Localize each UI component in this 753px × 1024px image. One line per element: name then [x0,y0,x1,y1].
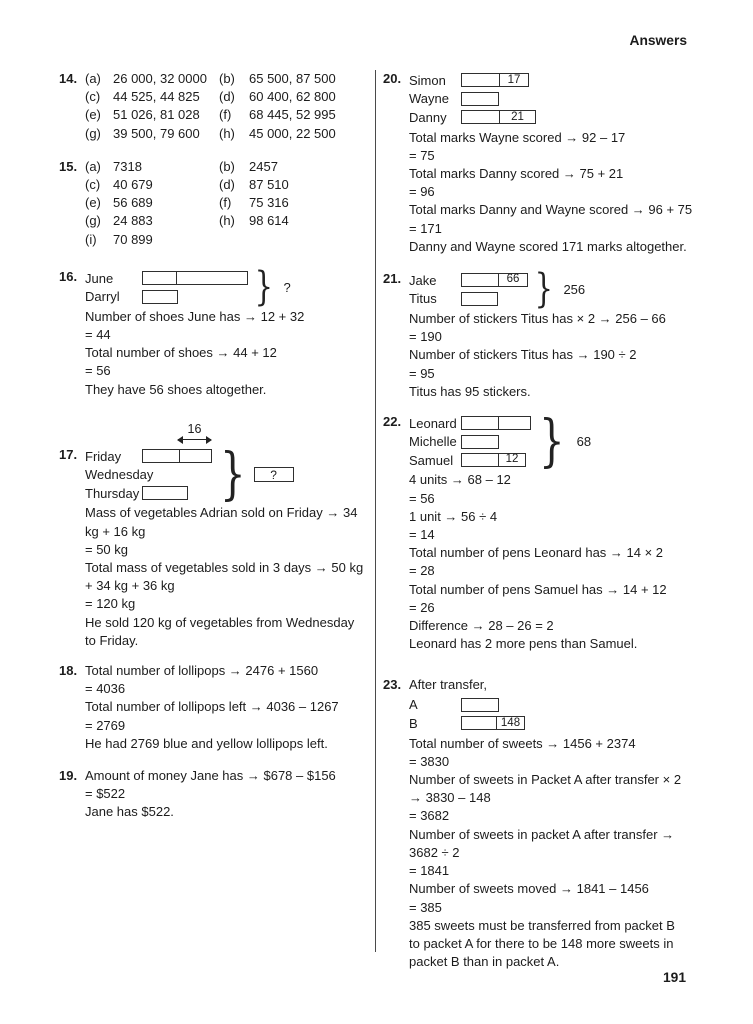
answer-line: = 190 [409,329,442,345]
question-number: 18. [59,662,78,678]
answer-line: = 96 [409,184,435,200]
part-letter: (d) [219,89,235,105]
answer-line: He sold 120 kg of vegetables from Wednesday [85,614,355,630]
question-number: 17. [59,446,78,462]
answer-line: = 95 [409,365,435,381]
bar-row [409,289,528,308]
answer-lines [85,308,359,399]
bar-label: Wednesday [85,467,154,483]
right-column [383,70,719,971]
answer-line: Amount of money Jane has → $678 – $156 [85,767,336,783]
bar-segment [462,274,498,286]
bar-segment [498,417,530,429]
bar-segment [462,717,496,729]
bar-model-q16 [85,269,359,306]
answer-line: = $522 [85,786,126,802]
answer-line: = 26 [409,599,435,615]
answer-line: = 14 [409,527,435,543]
bar-label: Titus [409,291,437,307]
part-letter: (a) [85,71,101,86]
bar [142,290,178,304]
bar-model-q21 [409,271,719,308]
measure-label [177,423,212,445]
question-19 [59,767,359,822]
answer-line: Danny and Wayne scored 171 marks altogether. [409,238,687,254]
part-value: 60 400, 62 800 [249,89,336,105]
part-letter: (e) [85,107,101,123]
bar-row [409,90,536,109]
bar-label: Samuel [409,452,454,468]
part-letter: (b) [219,158,235,174]
answer-line: He had 2769 blue and yellow lollipops left. [85,735,328,751]
bar-model-q23 [409,696,719,733]
answer-line: Number of stickers Titus has × 2 → 256 – 66 [409,310,666,326]
bar-segment [462,293,497,305]
bar-segment: 12 [498,454,525,466]
answer-line: to Friday. [85,632,139,648]
answer-line: 3682 ÷ 2 [409,844,460,860]
answer-line: = 1841 [409,863,450,879]
answer-line: Total number of lollipops → 2476 + 1560 [85,662,319,678]
bar-label: Danny [409,109,447,125]
part-letter: (b) [219,71,235,86]
bar-row [85,269,248,288]
part-letter: (h) [219,213,235,229]
answer-line: 1 unit → 56 ÷ 4 [409,508,498,524]
answer-line: Total number of shoes → 44 + 12 [85,345,277,361]
bar-row [409,414,531,433]
bar [461,416,531,430]
answer-line: Mass of vegetables Adrian sold on Friday → 34 [85,505,358,521]
bar-segment [143,450,179,462]
answer-line: Total mass of vegetables sold in 3 days → 50 kg [85,559,364,575]
bar-segment: 148 [496,717,524,729]
bar-label: A [409,697,418,713]
answer-line: Total marks Danny scored → 75 + 21 [409,165,624,181]
bar [461,435,499,449]
question-number: 20. [383,71,402,86]
question-16 [59,268,359,399]
answer-line: Leonard has 2 more pens than Samuel. [409,636,638,652]
bar-row [409,71,536,90]
bar-rows [409,271,528,308]
answer-line: They have 56 shoes altogether. [85,381,267,397]
question-number: 23. [383,677,402,693]
bar-label: Friday [85,448,122,464]
answer-line: Difference → 28 – 26 = 2 [409,618,554,634]
bar [461,453,526,467]
bar-row [409,108,536,127]
answer-row [85,88,359,106]
brace-icon [535,271,553,307]
answer-line: Total marks Danny and Wayne scored → 96 + 75 [409,202,693,218]
bar-segment: 66 [498,274,527,286]
bar-rows [85,269,248,306]
answer-lines [409,129,719,256]
bar-rows [409,696,525,733]
bar-segment [462,74,499,86]
part-letter: (g) [85,213,101,229]
bar [142,449,212,463]
answer-row [85,194,359,212]
answer-line: Total number of pens Leonard has → 14 × 2 [409,545,664,561]
part-value: 39 500, 79 600 [113,125,200,141]
page-number: 191 [662,970,686,985]
part-letter: (a) [85,158,101,174]
double-arrow-icon [177,436,212,445]
answer-line: = 44 [85,327,111,343]
part-value: 26 000, 32 0000 [113,71,207,86]
part-letter: (d) [219,177,235,193]
bar-row [85,484,212,503]
bar [461,716,525,730]
answer-row [85,212,359,230]
bar-row [409,696,525,715]
part-letter [219,231,249,249]
answer-line: = 3830 [409,753,450,769]
question-17 [59,420,364,650]
answer-line: 385 sweets must be transferred from packet B [409,917,675,933]
measure-value: 16 [187,421,202,436]
bar-segment [462,93,498,105]
question-23 [383,676,719,971]
question-21 [383,270,719,401]
answer-line: 4 units → 68 – 12 [409,472,511,488]
bar-model-q22 [409,414,719,470]
answer-line: Titus has 95 stickers. [409,383,531,399]
bar-model-q17 [85,421,359,503]
bar [142,271,248,285]
answer-intro: After transfer, [409,677,488,693]
part-letter: (c) [85,177,101,193]
unknown-value-box: ? [254,467,294,482]
column-divider [375,70,376,952]
bar [461,92,499,106]
question-number: 14. [59,71,78,86]
question-14 [59,70,359,143]
answer-grid [85,158,359,249]
bar-label: Jake [409,272,437,288]
brace-icon [220,448,246,502]
answer-line: Total number of pens Samuel has → 14 + 12 [409,581,667,597]
question-20 [383,70,719,256]
brace-icon [255,269,273,305]
arrowhead-left [177,436,183,444]
answer-line: Number of sweets in packet A after transfer → [409,826,675,842]
bar-label: Leonard [409,415,457,431]
bar [461,292,498,306]
part-value: 65 500, 87 500 [249,71,336,86]
bar-segment [143,487,187,499]
bar-model-q20 [409,71,719,127]
answer-line: = 385 [409,899,442,915]
bar [461,273,528,287]
answer-line: = 4036 [85,681,126,697]
answer-line: = 3682 [409,808,450,824]
answer-row [85,106,359,124]
answer-line: = 56 [409,490,435,506]
answer-line: Number of shoes June has → 12 + 32 [85,308,305,324]
answer-line: packet B than in packet A. [409,954,560,970]
bar-row [409,271,528,290]
brace-value: 256 [563,281,586,297]
arrowhead-right [206,436,212,444]
bar-row [409,451,531,470]
answer-line: kg + 16 kg [85,523,146,539]
bar-segment [462,111,499,123]
part-letter: (h) [219,125,235,141]
bar-segment [462,454,498,466]
part-value: 24 883 [113,213,153,229]
part-letter: (i) [85,231,97,247]
bar [142,486,188,500]
bar-row [85,447,212,466]
bar-label: B [409,715,418,731]
part-letter: (e) [85,195,101,211]
question-number: 19. [59,767,78,783]
bar-row [409,714,525,733]
answer-line: Number of sweets in Packet A after transfer × 2 [409,772,682,788]
answer-lines [85,662,359,753]
left-column [59,70,364,822]
part-letter: (f) [219,195,232,211]
bar-row [85,287,248,306]
answer-line: to packet A for there to be 148 more sweets in [409,935,674,951]
answer-lines [409,471,719,653]
answer-row [85,231,359,249]
bar [461,698,499,712]
brace-icon [539,415,565,469]
page-header-answers: Answers [629,33,687,48]
part-value: 70 899 [113,231,153,247]
bar-label: Wayne [409,91,449,107]
part-value: 98 614 [249,213,289,229]
answer-line: Total number of lollipops left → 4036 – 1267 [85,699,339,715]
answer-line: = 28 [409,563,435,579]
part-letter: (c) [85,89,101,105]
answer-lines [85,504,364,650]
part-value: 2457 [249,158,278,174]
bar-segment [143,291,177,303]
answer-lines [409,735,719,972]
answer-lines [85,767,359,822]
question-15 [59,158,359,249]
bar-row [409,432,531,451]
bar-segment [462,436,498,448]
bar [461,110,536,124]
part-value: 87 510 [249,177,289,193]
part-value: 56 689 [113,195,153,211]
part-value: 51 026, 81 028 [113,107,200,123]
bar-label: June [85,270,114,286]
bar-rows [409,71,536,127]
answer-line: Number of stickers Titus has → 190 ÷ 2 [409,347,637,363]
answer-line: Jane has $522. [85,804,174,820]
answer-line: + 34 kg + 36 kg [85,578,175,594]
answer-line: = 75 [409,147,435,163]
bar-label: Michelle [409,434,457,450]
bar-rows [85,447,212,503]
answer-grid [85,70,359,143]
question-18 [59,662,359,753]
bar-segment [462,417,498,429]
part-value: 40 679 [113,177,153,193]
answer-line: Total marks Wayne scored → 92 – 17 [409,129,626,145]
answer-line: = 50 kg [85,541,129,557]
bar-row [85,465,212,484]
bar-label: Darryl [85,289,120,305]
answer-row [85,176,359,194]
bar-label: Simon [409,72,446,88]
answer-line: = 120 kg [85,596,136,612]
bar-segment [143,272,176,284]
part-value [249,231,359,249]
answer-lines [409,310,719,401]
question-22 [383,413,719,654]
bar-segment: 21 [499,111,535,123]
brace-value: 68 [576,434,592,450]
answer-row [85,158,359,176]
bar-rows [409,414,531,470]
answer-line: = 171 [409,220,442,236]
question-number: 15. [59,158,78,174]
answer-line: Number of sweets moved → 1841 – 1456 [409,881,649,897]
part-value: 45 000, 22 500 [249,125,336,141]
answer-row [85,125,359,143]
answer-line: = 56 [85,363,111,379]
bar-label: Thursday [85,485,140,501]
answer-line: = 2769 [85,717,126,733]
answer-row [85,70,359,88]
bar-segment [176,272,247,284]
part-letter: (g) [85,125,101,141]
part-value: 7318 [113,158,142,174]
bar [461,73,529,87]
part-letter: (f) [219,107,232,123]
question-number: 22. [383,413,402,429]
question-number: 21. [383,270,402,286]
part-value: 75 316 [249,195,289,211]
bar-segment: 17 [499,74,528,86]
bar-segment [179,450,211,462]
brace-value: ? [283,279,291,295]
bar-segment [462,699,498,711]
part-value: 44 525, 44 825 [113,89,200,105]
part-value: 68 445, 52 995 [249,107,336,123]
question-number: 16. [59,268,78,284]
answer-line: → 3830 – 148 [409,790,491,806]
answer-line: Total number of sweets → 1456 + 2374 [409,735,636,751]
